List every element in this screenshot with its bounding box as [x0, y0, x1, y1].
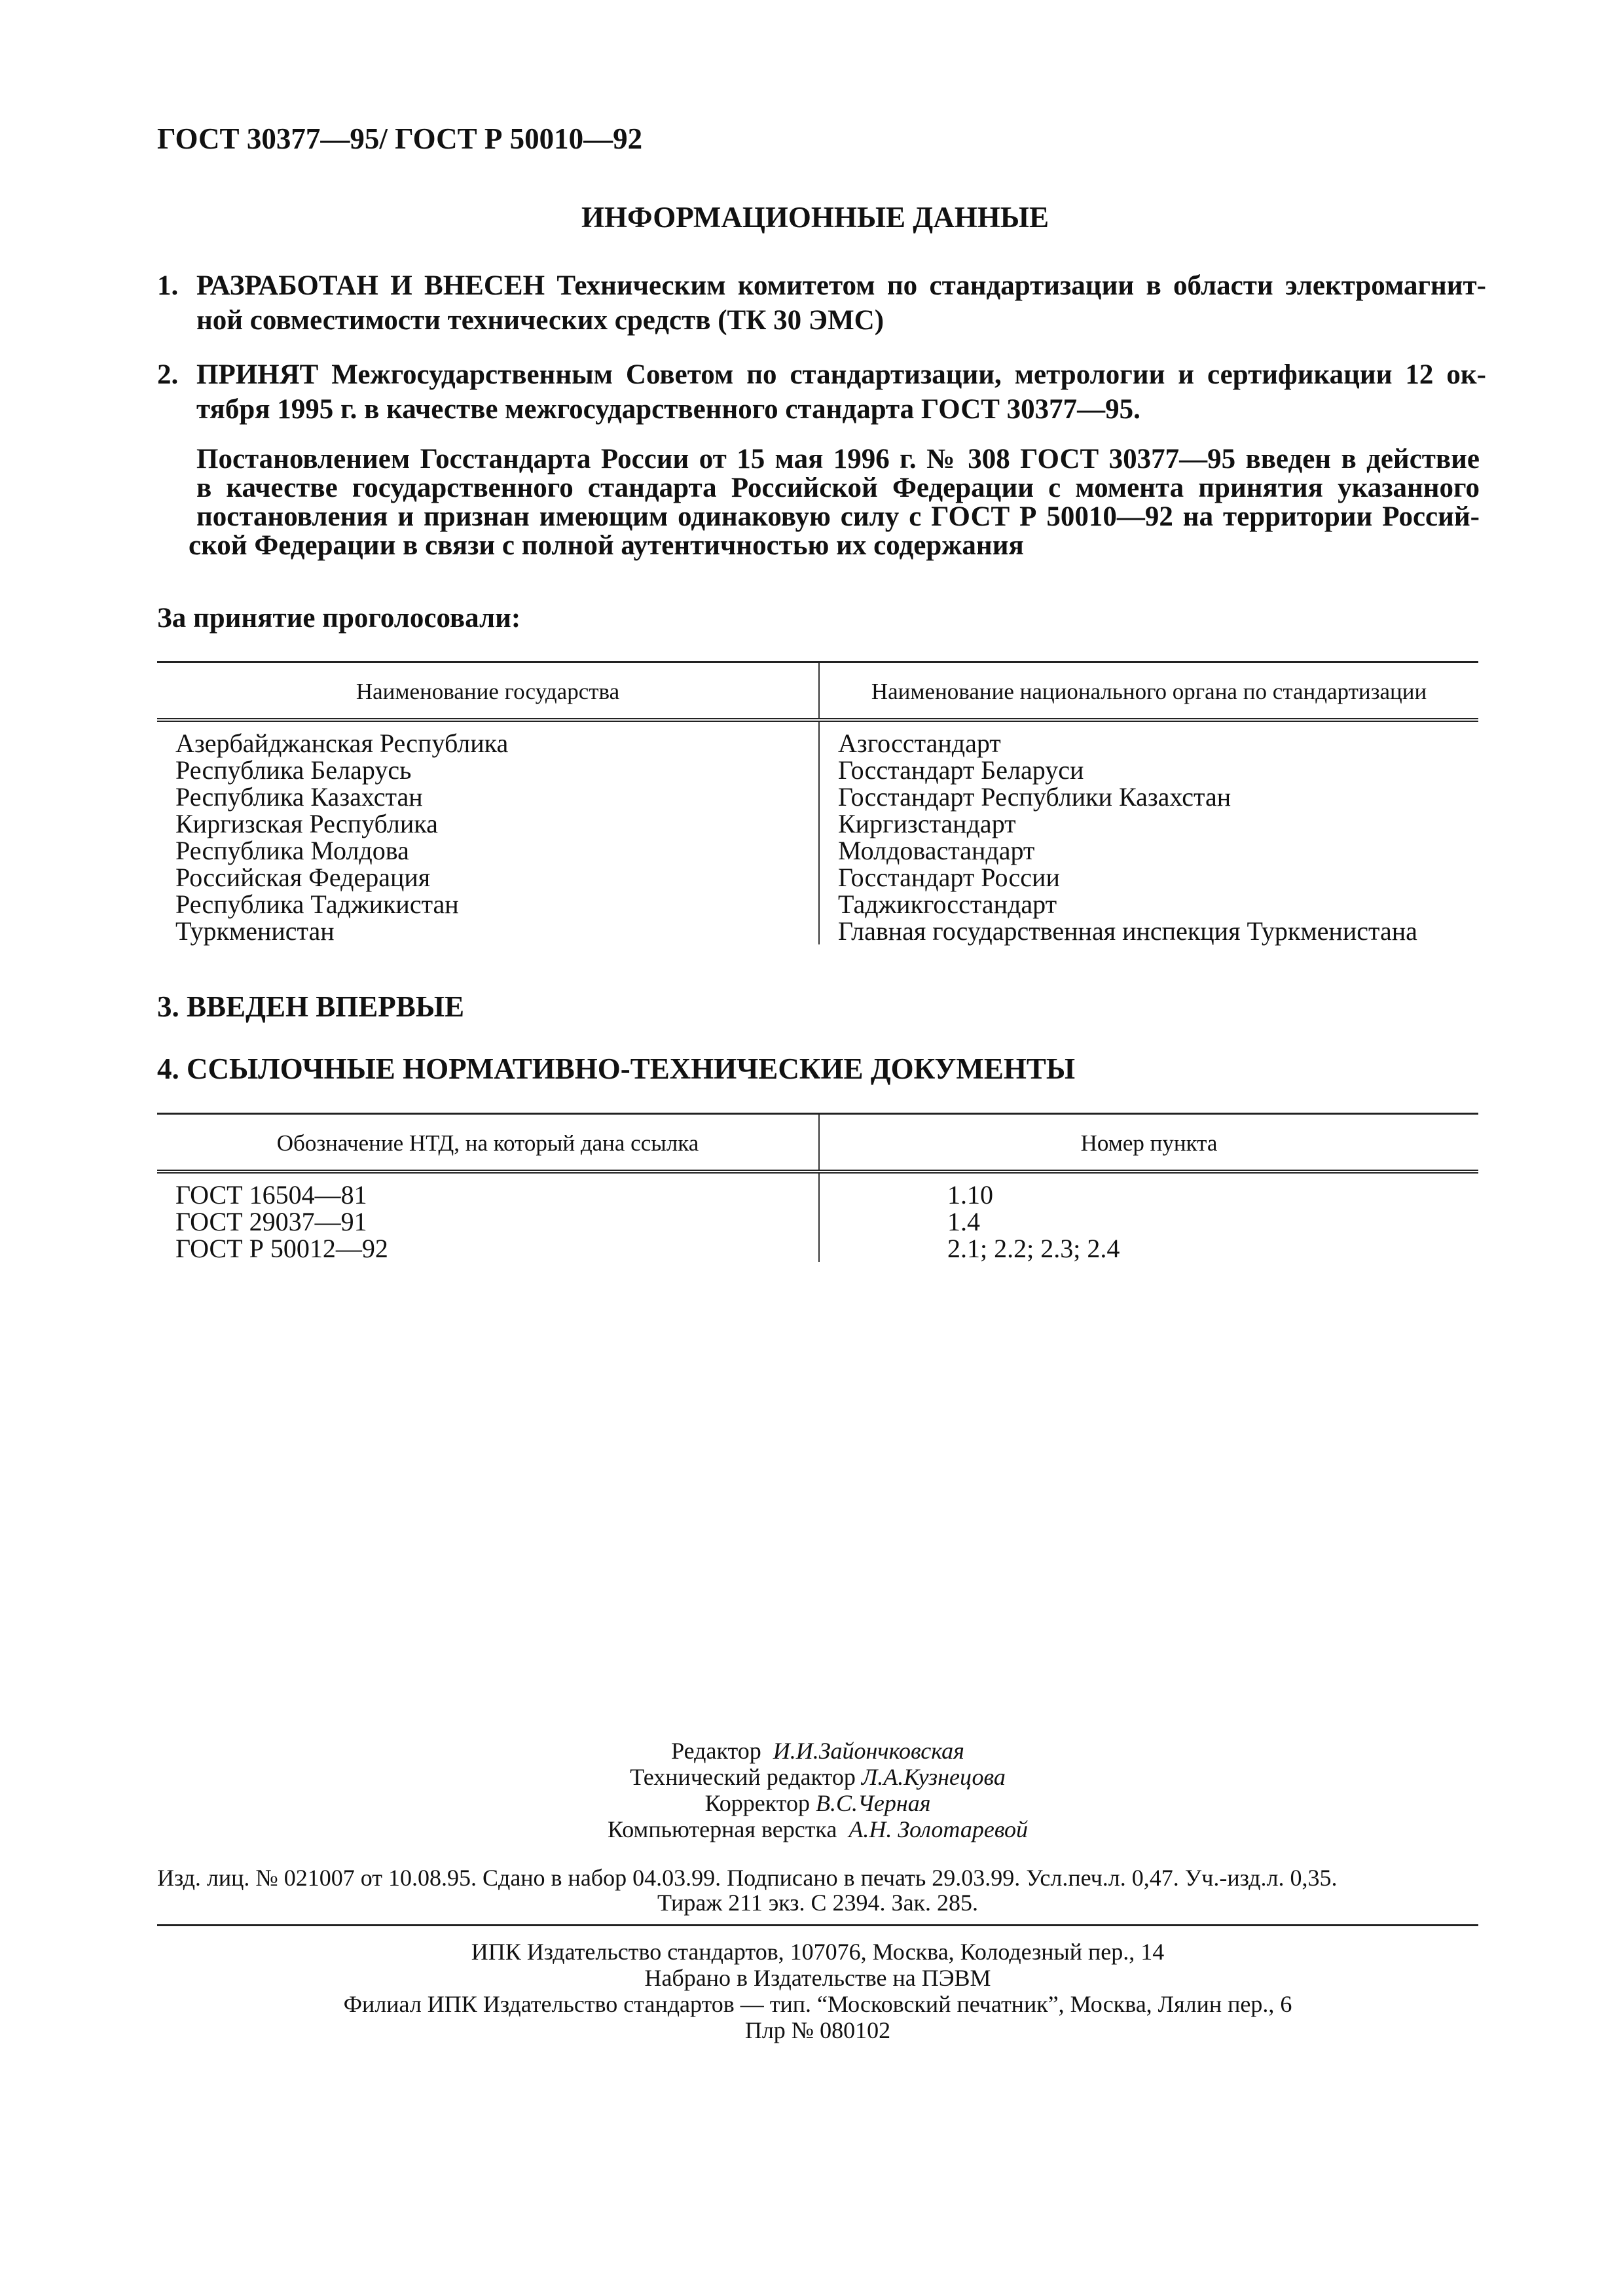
- credit-corrector-name: В.С.Черная: [816, 1790, 931, 1816]
- credit-tech-editor: [157, 1764, 1478, 1790]
- voted-label: За принятие проголосовали:: [157, 603, 521, 634]
- reference-document: ГОСТ 29037—91: [175, 1207, 367, 1236]
- state-name: Республика Таджикистан: [175, 889, 459, 919]
- standards-body-name: Киргизстандарт: [838, 809, 1016, 838]
- credit-tech-editor-name: Л.А.Кузнецова: [861, 1764, 1006, 1790]
- item-1-line-2: ной совместимости технических средств (ТК 30 ЭМС): [196, 305, 884, 336]
- reference-document: ГОСТ Р 50012—92: [175, 1234, 388, 1263]
- credit-corrector: [157, 1790, 1478, 1816]
- standards-body-name: Госстандарт Беларуси: [838, 755, 1084, 785]
- decree-line-3: постановления и признан имеющим одинаковую силу с ГОСТ Р 50010—92 на территории Россий-: [196, 501, 1480, 532]
- votes-table-header-row: [157, 662, 1478, 721]
- references-clauses-column: [819, 1172, 1478, 1262]
- state-name: Туркменистан: [175, 916, 335, 946]
- credit-editor-label: Редактор: [671, 1738, 761, 1764]
- imprint-block: [157, 1939, 1478, 2043]
- decree-line-4: ской Федерации в связи с полной аутентичностью их содержания: [189, 530, 1024, 561]
- credit-layout: [157, 1816, 1478, 1842]
- references-header-clause: Номер пункта: [819, 1114, 1478, 1172]
- imprint-line: Филиал ИПК Издательство стандартов — тип. “Московский печатник”, Москва, Лялин пер., 6: [343, 1991, 1292, 2017]
- page-title: ИНФОРМАЦИОННЫЕ ДАННЫЕ: [581, 201, 1049, 234]
- state-name: Киргизская Республика: [175, 809, 438, 838]
- state-name: Азербайджанская Республика: [175, 728, 509, 758]
- credits-block: [157, 1738, 1478, 1842]
- item-2-line-1: ПРИНЯТ Межгосударственным Советом по стандартизации, метрологии и сертификации 12 ок-: [196, 359, 1486, 390]
- references-docs-column: [157, 1172, 819, 1262]
- credit-tech-editor-label: Технический редактор: [630, 1764, 856, 1790]
- reference-document: ГОСТ 16504—81: [175, 1180, 367, 1210]
- section-4-heading: 4. ССЫЛОЧНЫЕ НОРМАТИВНО-ТЕХНИЧЕСКИЕ ДОКУМЕНТЫ: [157, 1052, 1076, 1085]
- item-1-number: 1.: [157, 270, 179, 301]
- votes-table-body-row: [157, 720, 1478, 944]
- item-2-number: 2.: [157, 359, 179, 390]
- standards-body-name: Азгосстандарт: [838, 728, 1001, 758]
- item-1-line-1: РАЗРАБОТАН И ВНЕСЕН Техническим комитетом по стандартизации в области электромагнит-: [196, 270, 1486, 301]
- state-name: Республика Казахстан: [175, 782, 423, 812]
- imprint-line: Набрано в Издательстве на ПЭВМ: [644, 1965, 991, 1991]
- state-name: Республика Беларусь: [175, 755, 412, 785]
- horizontal-rule: [157, 1924, 1478, 1926]
- references-table: [157, 1113, 1478, 1262]
- decree-paragraph: [189, 444, 1480, 561]
- credit-layout-label: Компьютерная верстка: [608, 1816, 837, 1842]
- decree-line-1: Постановлением Госстандарта России от 15 мая 1996 г. № 308 ГОСТ 30377—95 введен в действие: [196, 444, 1480, 475]
- reference-clause: 2.1; 2.2; 2.3; 2.4: [947, 1234, 1120, 1263]
- credit-editor-name: И.И.Зайончковская: [773, 1738, 964, 1764]
- references-table-body-row: [157, 1172, 1478, 1262]
- references-table-header-row: [157, 1114, 1478, 1172]
- document-code-header: ГОСТ 30377—95/ ГОСТ Р 50010—92: [157, 122, 643, 155]
- references-header-document: Обозначение НТД, на который дана ссылка: [157, 1114, 819, 1172]
- publication-line-2: Тираж 211 экз. С 2394. Зак. 285.: [657, 1890, 979, 1916]
- imprint-line: ИПК Издательство стандартов, 107076, Москва, Колодезный пер., 14: [471, 1939, 1165, 1965]
- state-name: Республика Молдова: [175, 836, 409, 865]
- state-name: Российская Федерация: [175, 863, 431, 892]
- standards-body-name: Главная государственная инспекция Туркменистана: [838, 916, 1417, 946]
- votes-bodies-column: [819, 720, 1478, 944]
- item-1: [157, 268, 1486, 338]
- standards-body-name: Госстандарт Республики Казахстан: [838, 782, 1231, 812]
- publication-line-1: Изд. лиц. № 021007 от 10.08.95. Сдано в набор 04.03.99. Подписано в печать 29.03.99. Усл.печ.л. 0,47. Уч.-изд.л. 0,35.: [157, 1865, 1338, 1891]
- standards-body-name: Таджикгосстандарт: [838, 889, 1057, 919]
- standards-body-name: Молдовастандарт: [838, 836, 1035, 865]
- votes-header-state: Наименование государства: [157, 662, 819, 721]
- reference-clause: 1.10: [947, 1180, 993, 1210]
- credit-layout-name: А.Н. Золотаревой: [848, 1816, 1028, 1842]
- item-2: [157, 357, 1486, 427]
- item-2-line-2: тября 1995 г. в качестве межгосударственного стандарта ГОСТ 30377—95.: [196, 394, 1140, 425]
- section-3-heading: 3. ВВЕДЕН ВПЕРВЫЕ: [157, 990, 465, 1023]
- credit-editor: [157, 1738, 1478, 1764]
- imprint-line: Плр № 080102: [744, 2017, 891, 2043]
- reference-clause: 1.4: [947, 1207, 980, 1236]
- votes-header-body: Наименование национального органа по стандартизации: [819, 662, 1478, 721]
- votes-table: [157, 661, 1478, 944]
- credit-corrector-label: Корректор: [704, 1790, 811, 1816]
- votes-states-column: [157, 720, 819, 944]
- decree-line-2: в качестве государственного стандарта Российской Федерации с момента принятия указанного: [196, 473, 1480, 503]
- standards-body-name: Госстандарт России: [838, 863, 1060, 892]
